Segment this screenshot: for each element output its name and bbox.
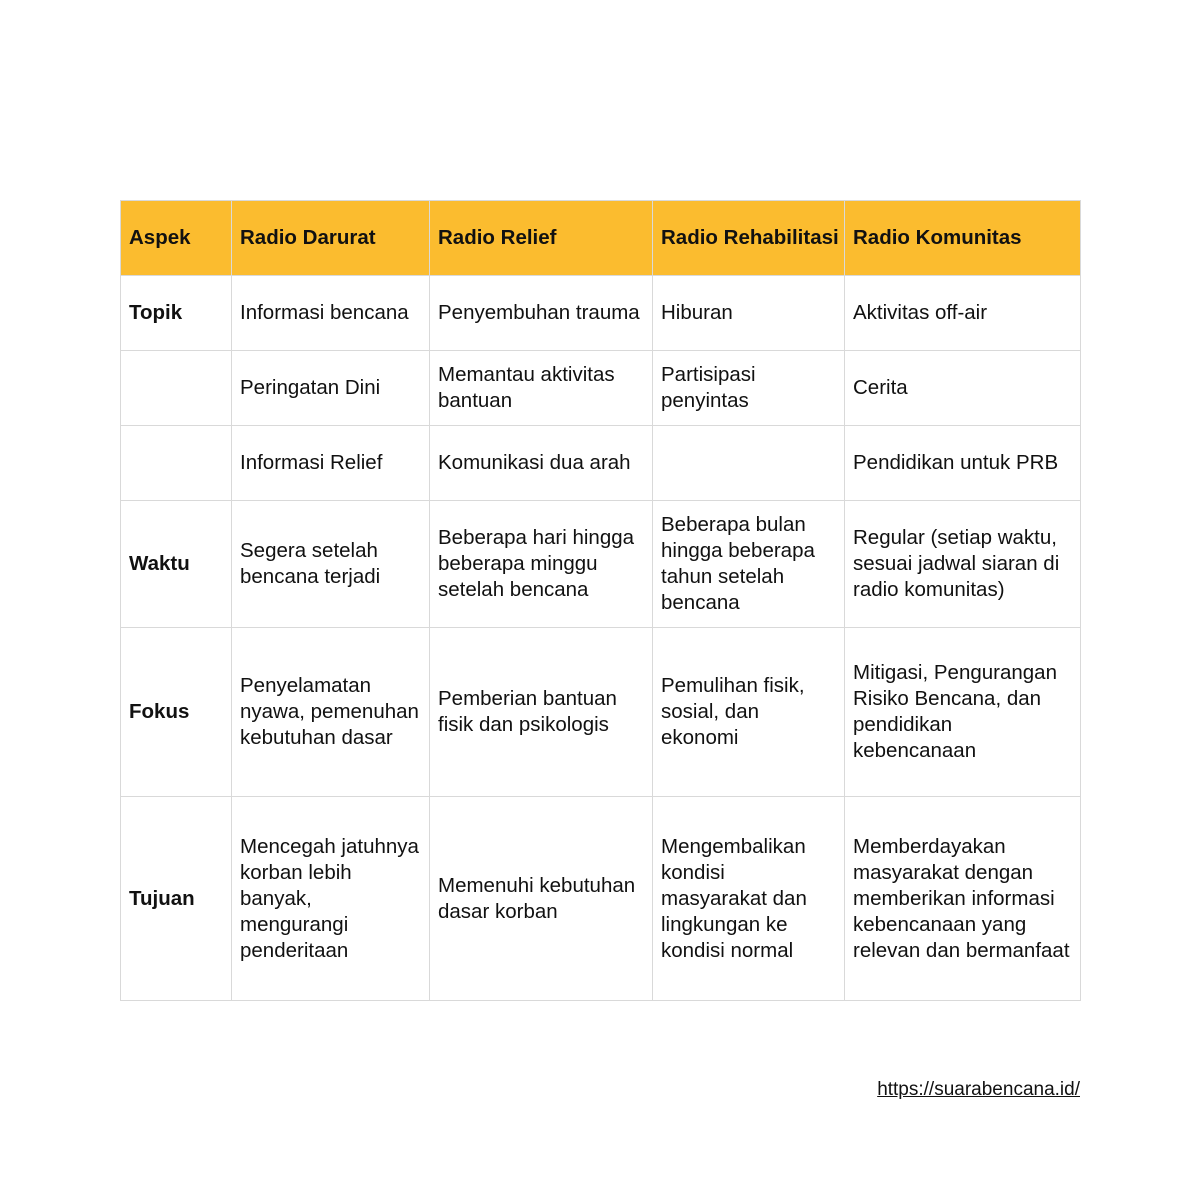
source-link[interactable]: https://suarabencana.id/ (877, 1079, 1080, 1100)
table-cell: Regular (setiap waktu, sesuai jadwal siaran di radio komunitas) (845, 501, 1081, 628)
comparison-table (120, 200, 1081, 1001)
table-cell: Segera setelah bencana terjadi (232, 501, 430, 628)
table-cell: Aktivitas off-air (845, 276, 1081, 351)
table-cell: Pemberian bantuan fisik dan psikologis (430, 628, 653, 797)
table-cell: Pemulihan fisik, sosial, dan ekonomi (653, 628, 845, 797)
row-label-tujuan: Tujuan (121, 797, 232, 1001)
table-header-row (121, 201, 1081, 276)
table-cell: Cerita (845, 351, 1081, 426)
table-row-topik (121, 276, 1081, 351)
table-cell: Penyelamatan nyawa, pemenuhan kebutuhan dasar (232, 628, 430, 797)
table-cell: Memenuhi kebutuhan dasar korban (430, 797, 653, 1001)
table-cell: Penyembuhan trauma (430, 276, 653, 351)
table-cell: Komunikasi dua arah (430, 426, 653, 501)
table-cell: Partisipasi penyintas (653, 351, 845, 426)
table-cell: Pendidikan untuk PRB (845, 426, 1081, 501)
header-radio-relief: Radio Relief (430, 201, 653, 276)
table-cell: Memberdayakan masyarakat dengan memberikan informasi kebencanaan yang relevan dan bermanfaat (845, 797, 1081, 1001)
row-label-empty (121, 426, 232, 501)
table-cell: Mitigasi, Pengurangan Risiko Bencana, dan pendidikan kebencanaan (845, 628, 1081, 797)
table-cell: Peringatan Dini (232, 351, 430, 426)
table-row-topik-2 (121, 351, 1081, 426)
table-cell: Mencegah jatuhnya korban lebih banyak, mengurangi penderitaan (232, 797, 430, 1001)
row-label-topik: Topik (121, 276, 232, 351)
header-radio-rehabilitasi: Radio Rehabilitasi (653, 201, 845, 276)
table-cell: Beberapa hari hingga beberapa minggu setelah bencana (430, 501, 653, 628)
table-row-waktu (121, 501, 1081, 628)
table-cell (653, 426, 845, 501)
table-row-topik-3 (121, 426, 1081, 501)
table-cell: Informasi Relief (232, 426, 430, 501)
table-cell: Mengembalikan kondisi masyarakat dan lingkungan ke kondisi normal (653, 797, 845, 1001)
row-label-waktu: Waktu (121, 501, 232, 628)
table-cell: Memantau aktivitas bantuan (430, 351, 653, 426)
header-radio-komunitas: Radio Komunitas (845, 201, 1081, 276)
table-cell: Beberapa bulan hingga beberapa tahun setelah bencana (653, 501, 845, 628)
header-radio-darurat: Radio Darurat (232, 201, 430, 276)
row-label-empty (121, 351, 232, 426)
table-cell: Hiburan (653, 276, 845, 351)
table-row-tujuan (121, 797, 1081, 1001)
header-aspek: Aspek (121, 201, 232, 276)
table-row-fokus (121, 628, 1081, 797)
row-label-fokus: Fokus (121, 628, 232, 797)
table-cell: Informasi bencana (232, 276, 430, 351)
